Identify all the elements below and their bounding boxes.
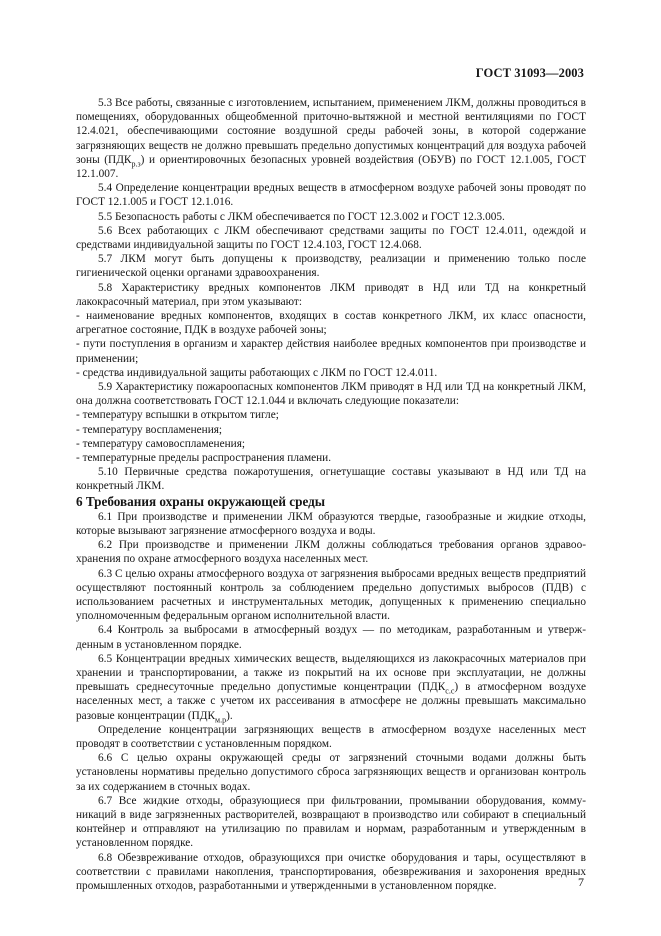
list-item: - температуру воспламенения;	[76, 423, 223, 436]
clause-5-6: 5.6 Всех работающих с ЛКМ обеспечивают средствами защиты по ГОСТ 12.4.011, одеждой и средствами индивидуальной защиты по ГОСТ 12.4.103, ГОСТ 12.4.068.	[76, 224, 586, 252]
standard-header: ГОСТ 31093—2003	[475, 66, 584, 80]
list-item: - температуру вспышки в открытом тигле;	[76, 409, 279, 422]
section-6-heading: 6 Требования охраны окружающей среды	[76, 493, 326, 509]
clause-6-2: 6.2 При производстве и применении ЛКМ должны соблюдаться требования органов здравоохранения по охране атмосферного воздуха населенных мест.	[76, 539, 586, 566]
clause-6-1: 6.1 При производстве и применении ЛКМ образуются твердые, газообразные и жидкие отходы, которые вызывают загрязнение атмосферного воздуха и воды.	[76, 510, 586, 537]
clause-6-5-continued: Определение концентрации загрязняющих веществ в атмосферном воздухе населенных мест проводят в соответствии с установленным порядком.	[76, 723, 586, 750]
page-number: 7	[578, 875, 584, 889]
document-body	[76, 96, 586, 893]
clause-5-3: 5.3 Все работы, связанные с изготовлением, испытанием, применением ЛКМ, должны проводиться в помещениях, оборудованных общеобменной приточно-вытяжной и местной вентиляциями по ГОСТ 12.4.021, обеспечивающими состояние воздушной среды рабочей зоны, в которой содержание загрязняющих веществ не должно превышать предельно допустимых концентраций для воздуха рабочей зоны $(ПДК_{р.з})$ и ориентировочных безопасных уровней воздействия (ОБУВ) по ГОСТ 12.1.005, ГОСТ 12.1.007.	[76, 97, 586, 181]
list-item: - температуру самовоспламенения;	[76, 437, 246, 450]
clause-6-3: 6.3 С целью охраны атмосферного воздуха от загрязнения выбросами вредных веществ предприятий осуществляют постоянный контроль за соблюдением предельно допустимых выбросов (ПДВ) с использованием расчетных и инструментальных методик, допущенных к применению специально уполномоченным федеральным органом исполнительной власти.	[76, 567, 586, 623]
clause-6-4: 6.4 Контроль за выбросами в атмосферный воздух — по методикам, разработанным и утвержденным в установленном порядке.	[76, 624, 586, 651]
clause-5-10: 5.10 Первичные средства пожаротушения, огнетушащие составы указывают в НД или ТД на конкретный ЛКМ.	[76, 466, 586, 493]
clause-5-8: 5.8 Характеристику вредных компонентов ЛКМ приводят в НД или ТД на конкретный лакокрасочный материал, при этом указывают:	[76, 281, 586, 308]
clause-6-8: 6.8 Обезвреживание отходов, образующихся при очистке оборудования и тары, осуществляют в соответствии с правилами накопления, транспортирования, обезвреживания и захоронения вредных промышленных отходов, разработанными и утвержденными в установленном порядке.	[76, 851, 586, 892]
list-item: - средства индивидуальной защиты работающих с ЛКМ по ГОСТ 12.4.011.	[76, 366, 438, 379]
clause-6-6: 6.6 С целью охраны окружающей среды от загрязнений сточными водами должны быть установлены нормативы предельно допустимого сброса загрязняющих веществ и организован контроль за их содержанием в сточных водах.	[76, 752, 586, 793]
clause-5-5: 5.5 Безопасность работы с ЛКМ обеспечивается по ГОСТ 12.3.002 и ГОСТ 12.3.005.	[98, 210, 505, 223]
clause-6-5: 6.5 Концентрации вредных химических веществ, выделяющихся из лакокрасочных материалов при хранении и транспортировании, а также из покрытий на их основе при эксплуатации, не должны превышать среднесуточные предельно допустимые концентрации $(ПДК_{с.с})$ в атмосферном воздухе населенных мест, а также с учетом их рассеивания в атмосфере не должны превышать максимально разовые концентрации $(ПДК_{м.р})$.	[76, 652, 587, 724]
list-item: - температурные пределы распространения пламени.	[76, 452, 332, 465]
list-item: - пути поступления в организм и характер действия наиболее вредных компонентов при производстве и применении;	[76, 338, 586, 365]
clause-6-7: 6.7 Все жидкие отходы, образующиеся при фильтровании, промывании оборудования, коммуникаций в виде загрязненных растворителей, возвращают в производство или собирают в специальный контейнер и отправляют на утилизацию по правилам и нормам, разработанным и утвержденным в установленном порядке.	[76, 794, 586, 850]
clause-5-4: 5.4 Определение концентрации вредных веществ в атмосферном воздухе рабочей зоны проводят по ГОСТ 12.1.005 и ГОСТ 12.1.016.	[76, 182, 586, 209]
clause-5-7: 5.7 ЛКМ могут быть допущены к производству, реализации и применению только после гигиенической оценки органами здравоохранения.	[76, 253, 586, 280]
clause-5-9: 5.9 Характеристику пожароопасных компонентов ЛКМ приводят в НД или ТД на конкретный ЛКМ, она должна соответствовать ГОСТ 12.1.044 и включать следующие показатели:	[76, 381, 586, 408]
list-item: - наименование вредных компонентов, входящих в состав конкретного ЛКМ, их класс опасности, агрегатное состояние, ПДК в воздухе рабочей зоны;	[76, 310, 586, 337]
